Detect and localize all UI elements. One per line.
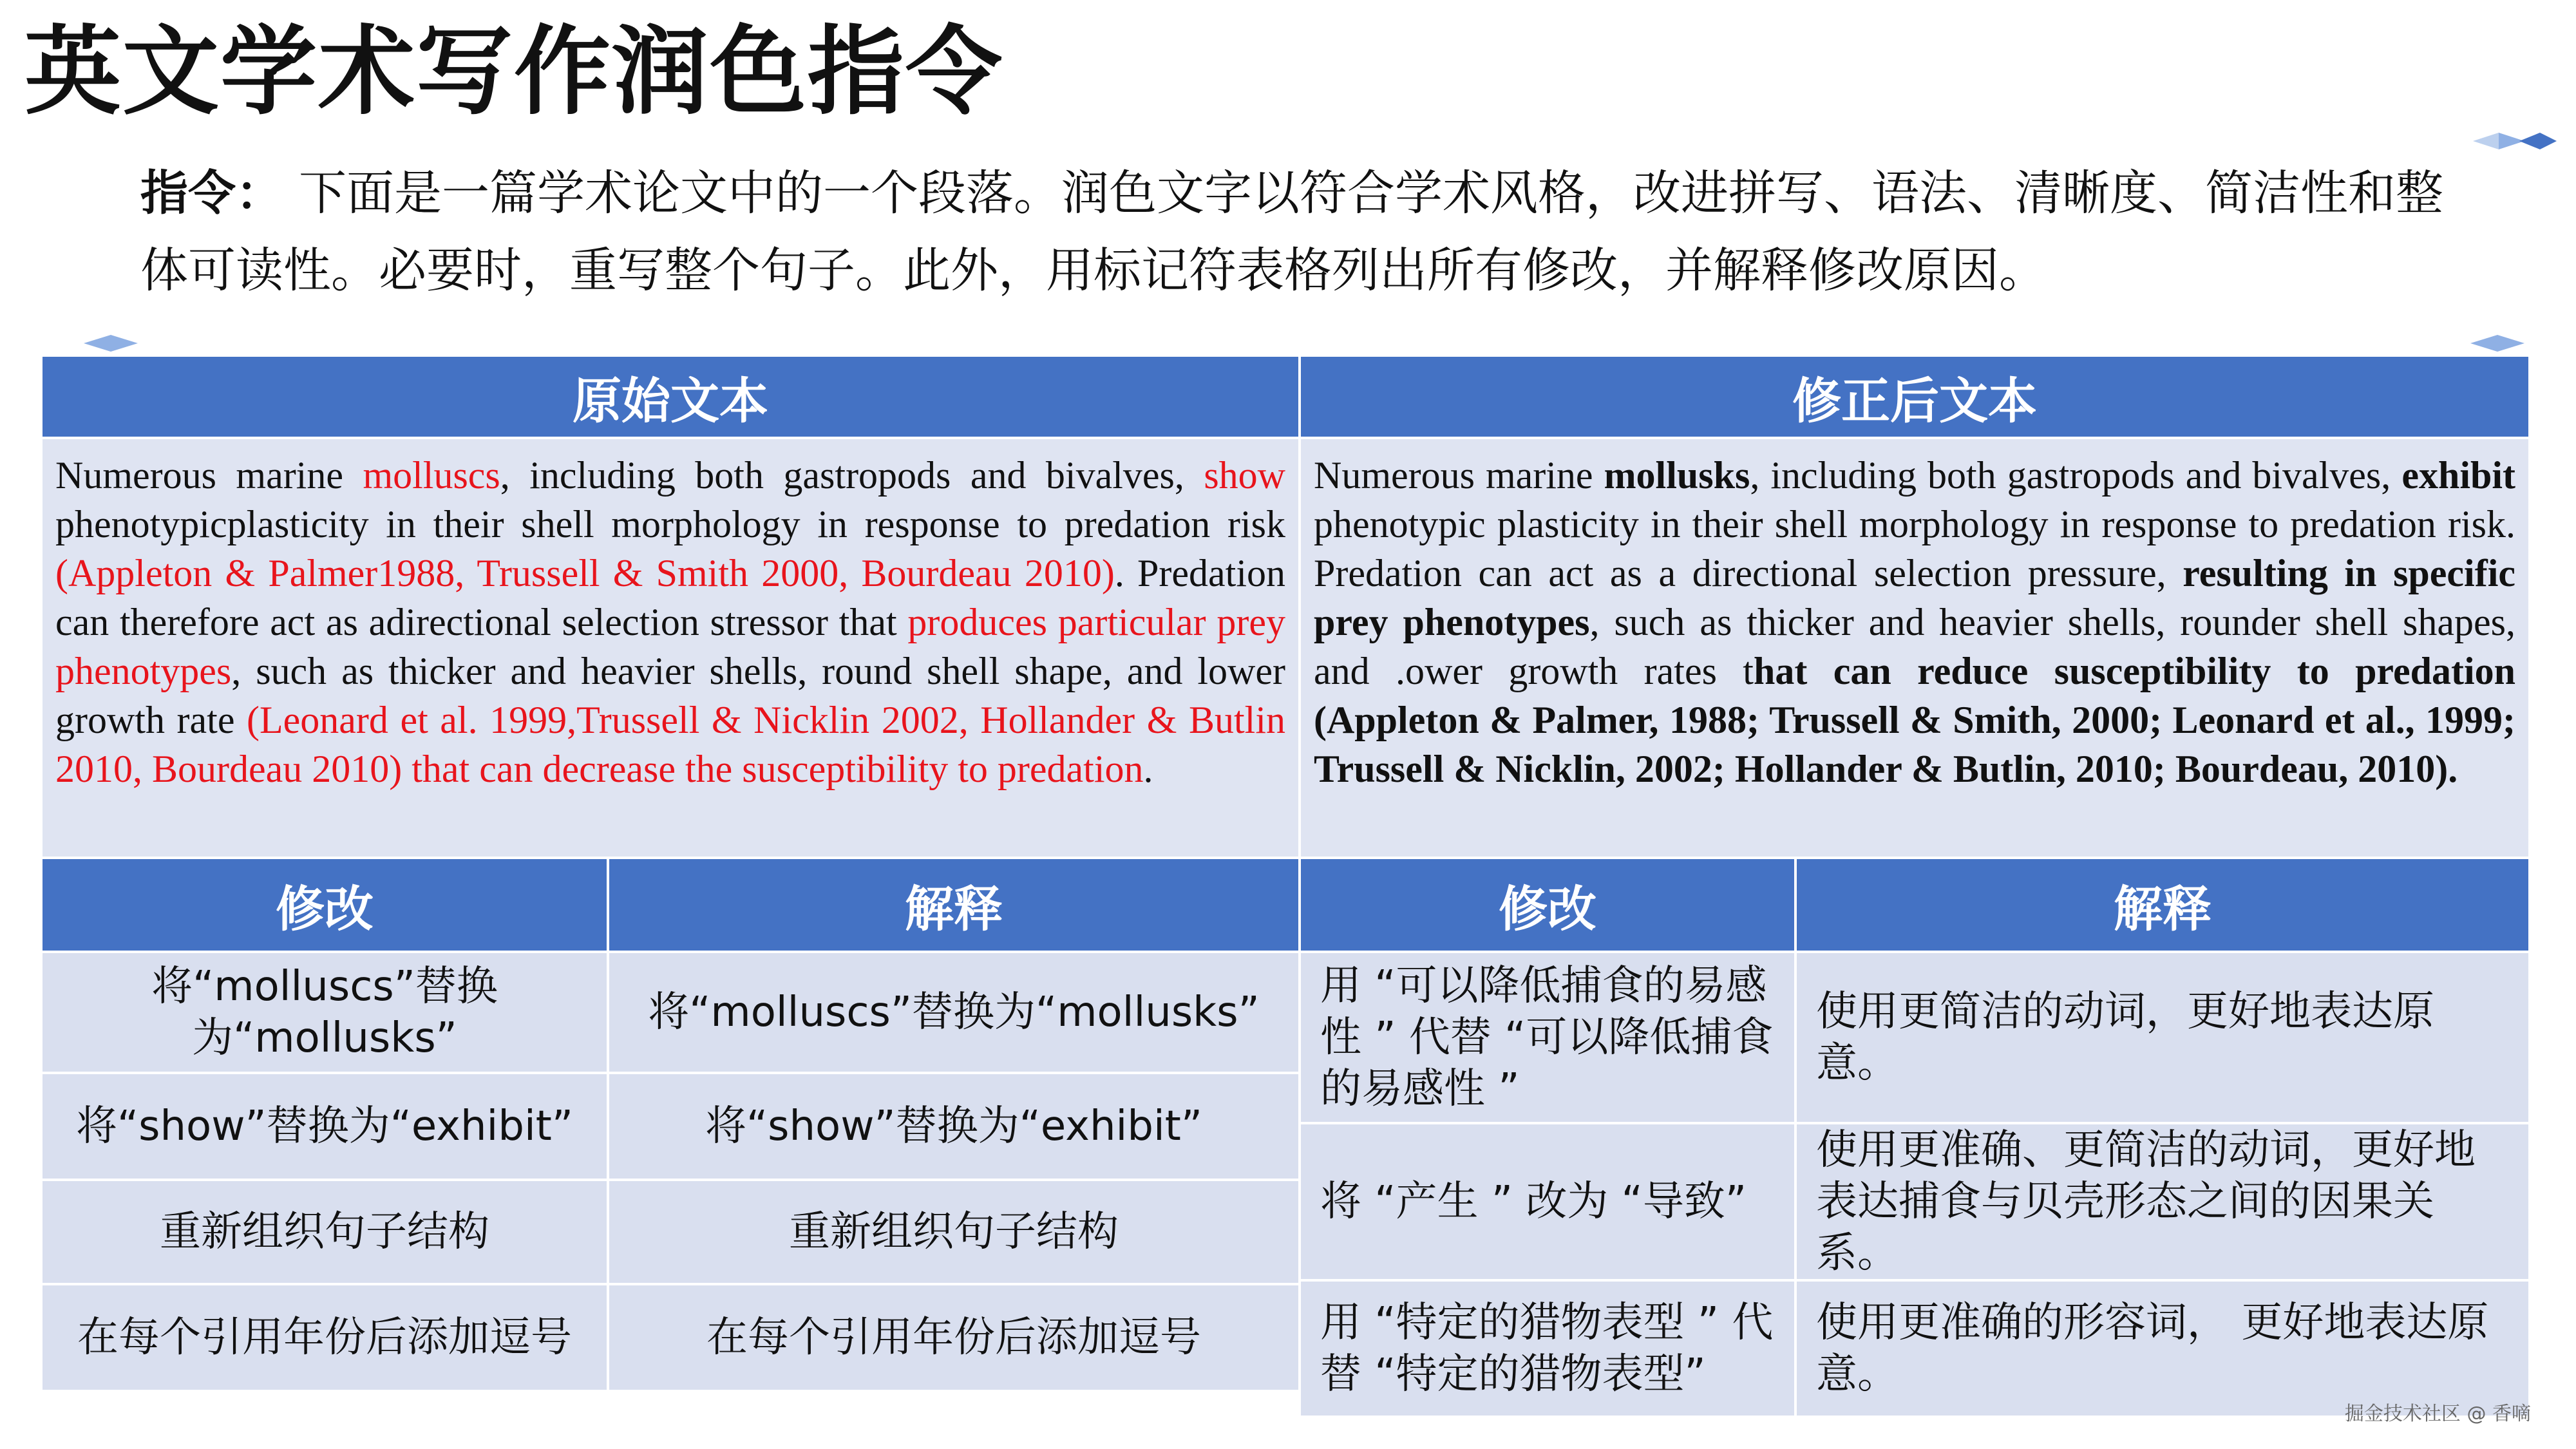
change-cell: 将“show”替换为“exhibit” <box>41 1073 608 1180</box>
instruction-label: 指令： <box>140 166 283 221</box>
revised-paragraph: Numerous marine mollusks, including both gastropods and bivalves, exhibit phenotypic plasticity in their shell morphology in response to predation risk. Predation can act as a directional selection pressure, resulting in specific prey phenotypes, such as thicker and heavier shells, rounder shell shapes, and .ower growth rates that can reduce susceptibility to predation (Appleton & Palmer, 1988; Trussell & Smith, 2000; Leonard et al., 1999; Trussell & Nicklin, 2002; Hollander & Butlin, 2010; Bourdeau, 2010). <box>1300 438 2530 858</box>
decorative-diamond <box>2470 335 2524 352</box>
page-title: 英文学术写作润色指令 <box>24 16 1004 128</box>
change-cell: 将 “产生 ” 改为 “导致” <box>1300 1123 1795 1280</box>
decorative-diamond <box>84 335 138 352</box>
right-changes-table <box>1298 857 2531 1418</box>
explain-cell: 使用更准确的形容词， 更好地表达原意。 <box>1795 1280 2530 1417</box>
change-cell: 在每个引用年份后添加逗号 <box>41 1284 608 1391</box>
decorative-diamond <box>2473 133 2557 149</box>
instruction <box>140 155 2485 309</box>
original-text-header: 原始文本 <box>41 355 1300 438</box>
change-cell: 用 “可以降低捕食的易感性 ” 代替 “可以降低捕食的易感性 ” <box>1300 952 1795 1123</box>
explain-cell: 使用更准确、更简洁的动词，更好地表达捕食与贝壳形态之间的因果关系。 <box>1795 1123 2530 1280</box>
revised-text-header: 修正后文本 <box>1300 355 2530 438</box>
original-paragraph: Numerous marine molluscs, including both gastropods and bivalves, show phenotypicplasticity in their shell morphology in response to predation risk (Appleton & Palmer1988, Trussell & Smith 2000, Bourdeau 2010). Predation can therefore act as adirectional selection stressor that produces particular prey phenotypes, such as thicker and heavier shells, round shell shape, and lower growth rate (Leonard et al. 1999,Trussell & Nicklin 2002, Hollander & Butlin 2010, Bourdeau 2010) that can decrease the susceptibility to predation. <box>41 438 1300 858</box>
change-header: 修改 <box>41 858 608 952</box>
explain-cell: 重新组织句子结构 <box>608 1180 1300 1284</box>
explain-cell: 在每个引用年份后添加逗号 <box>608 1284 1300 1391</box>
instruction-text: 下面是一篇学术论文中的一个段落。润色文字以符合学术风格，改进拼写、语法、清晰度、简洁性和整体可读性。必要时，重写整个句子。此外，用标记符表格列出所有修改，并解释修改原因。 <box>140 166 2443 298</box>
watermark: 掘金技术社区 @ 香嘀 <box>2344 1403 2531 1425</box>
texts-table <box>40 354 2531 859</box>
change-header: 修改 <box>1300 858 1795 952</box>
explain-cell: 将“show”替换为“exhibit” <box>608 1073 1300 1180</box>
explain-header: 解释 <box>1795 858 2530 952</box>
change-cell: 用 “特定的猎物表型 ” 代替 “特定的猎物表型” <box>1300 1280 1795 1417</box>
change-cell: 重新组织句子结构 <box>41 1180 608 1284</box>
left-changes-table <box>40 857 1301 1392</box>
change-cell: 将“molluscs”替换为“mollusks” <box>41 952 608 1073</box>
explain-cell: 将“molluscs”替换为“mollusks” <box>608 952 1300 1073</box>
explain-header: 解释 <box>608 858 1300 952</box>
explain-cell: 使用更简洁的动词，更好地表达原意。 <box>1795 952 2530 1123</box>
